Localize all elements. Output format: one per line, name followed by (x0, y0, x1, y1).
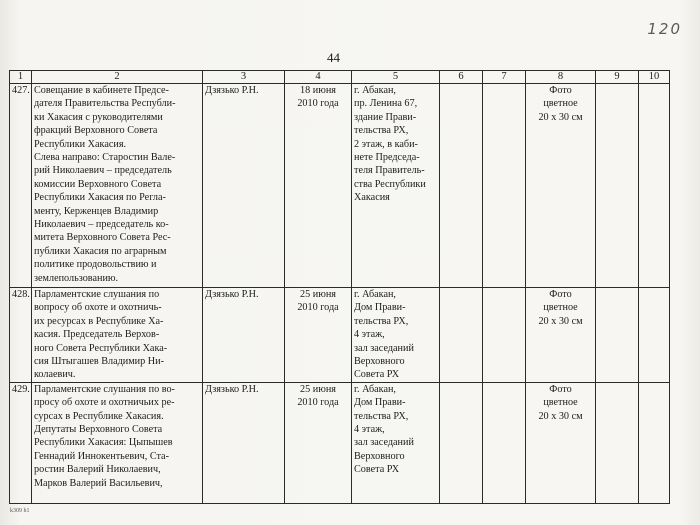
record-place (352, 84, 440, 288)
format-line: 20 х 30 см (538, 315, 583, 327)
place-line: тельства РХ, (354, 410, 409, 422)
record-place (352, 288, 440, 383)
place-line: зал заседаний (354, 437, 414, 449)
description-line: рий Николаевич – председатель (34, 165, 172, 177)
date-line: 2010 года (297, 98, 339, 110)
place-line: г. Абакан, (354, 85, 396, 96)
description-line: публики Хакасия по аграрным (34, 245, 167, 257)
description-line: Николаевич – председатель ко- (34, 219, 169, 231)
record-description (32, 84, 203, 288)
record-format (526, 382, 596, 503)
description-line: колаевич. (34, 369, 76, 381)
record-place (352, 382, 440, 503)
empty-cell (639, 382, 670, 503)
record-number: 429. (10, 382, 32, 503)
place-line: нете Председа- (354, 152, 420, 164)
empty-cell (596, 84, 639, 288)
empty-cell (639, 84, 670, 288)
column-header: 8 (526, 71, 596, 84)
date-line: 25 июня (300, 289, 336, 300)
place-line: ства Республики (354, 178, 426, 190)
column-header: 5 (352, 71, 440, 84)
table-row (10, 382, 670, 503)
description-line: Парламентские слушания по (34, 289, 160, 300)
description-line: менту, Керженцев Владимир (34, 205, 159, 217)
page-number: 44 (327, 50, 340, 65)
empty-cell (596, 382, 639, 503)
place-line: тельства РХ, (354, 315, 409, 327)
place-line: Совета РХ (354, 464, 400, 476)
format-line: 20 х 30 см (538, 111, 583, 123)
empty-cell (483, 382, 526, 503)
place-line: 4 этаж, (354, 329, 385, 341)
record-author: Дзязько Р.Н. (203, 84, 285, 288)
description-line: Марков Валерий Васильевич, (34, 477, 163, 489)
column-header: 7 (483, 71, 526, 84)
record-description (32, 382, 203, 503)
format-line: цветное (543, 302, 578, 314)
format-line: Фото (549, 383, 572, 395)
record-number: 427. (10, 84, 32, 288)
description-line: Республики Хакасия: Цыпышев (34, 437, 173, 449)
format-line: цветное (543, 98, 578, 110)
description-line: Республики Хакасия по Регла- (34, 192, 166, 204)
empty-cell (596, 288, 639, 383)
description-line: митета Верховного Совета Рес- (34, 232, 171, 244)
place-line: зал заседаний (354, 342, 414, 354)
place-line: здание Прави- (354, 111, 417, 123)
date-line: 2010 года (297, 397, 339, 409)
description-line: сурсах в Республике Хакасия. (34, 410, 164, 422)
empty-cell (440, 288, 483, 383)
empty-cell (440, 382, 483, 503)
format-line: Фото (549, 289, 572, 300)
description-line: комиссии Верховного Совета (34, 178, 162, 190)
column-header: 4 (285, 71, 352, 84)
column-header: 2 (32, 71, 203, 84)
column-number-row (10, 71, 670, 84)
place-line: Верховного (354, 356, 405, 368)
place-line: теля Правитель- (354, 165, 425, 177)
description-line: ного Совета Республики Хака- (34, 342, 168, 354)
place-line: г. Абакан, (354, 289, 396, 300)
place-line: Дом Прави- (354, 302, 406, 314)
empty-cell (639, 288, 670, 383)
date-line: 25 июня (300, 383, 336, 395)
column-header: 9 (596, 71, 639, 84)
place-line: Верховного (354, 450, 405, 462)
description-line: дателя Правительства Республи- (34, 98, 176, 110)
record-date (285, 288, 352, 383)
description-line: их ресурсах в Республике Ха- (34, 315, 164, 327)
place-line: тельства РХ, (354, 125, 409, 137)
description-line: Республики Хакасия. (34, 138, 127, 150)
place-line: 4 этаж, (354, 424, 385, 436)
place-line: г. Абакан, (354, 383, 396, 395)
table-row (10, 288, 670, 383)
date-line: 2010 года (297, 302, 339, 314)
description-line: фракций Верховного Совета (34, 125, 158, 137)
description-line: сия Штыгашев Владимир Ни- (34, 356, 164, 368)
empty-cell (440, 84, 483, 288)
empty-cell (483, 84, 526, 288)
record-format (526, 84, 596, 288)
format-line: цветное (543, 397, 578, 409)
record-author: Дзязько Р.Н. (203, 382, 285, 503)
column-header: 6 (440, 71, 483, 84)
photo-register-table (9, 70, 670, 504)
column-header: 10 (639, 71, 670, 84)
column-header: 3 (203, 71, 285, 84)
record-date (285, 84, 352, 288)
column-header: 1 (10, 71, 32, 84)
description-line: Совещание в кабинете Предсе- (34, 85, 169, 96)
description-line: ростин Валерий Николаевич, (34, 464, 161, 476)
place-line: Совета РХ (354, 369, 400, 381)
description-line: политике продовольствию и (34, 259, 157, 271)
format-line: 20 х 30 см (538, 410, 583, 422)
handwritten-sheet-number: 120 (647, 20, 682, 38)
format-line: Фото (549, 85, 572, 96)
description-line: землепользованию. (34, 272, 119, 284)
description-line: Депутаты Верховного Совета (34, 424, 163, 436)
description-line: просу об охоте и охотничьих ре- (34, 397, 175, 409)
place-line: 2 этаж, в каби- (354, 138, 418, 150)
date-line: 18 июня (300, 85, 336, 96)
record-format (526, 288, 596, 383)
description-line: вопросу об охоте и охотничь- (34, 302, 162, 314)
place-line: Хакасия (354, 192, 390, 204)
empty-cell (483, 288, 526, 383)
description-line: ки Хакасия с руководителями (34, 111, 163, 123)
record-author: Дзязько Р.Н. (203, 288, 285, 383)
record-number: 428. (10, 288, 32, 383)
place-line: пр. Ленина 67, (354, 98, 418, 110)
description-line: Слева направо: Старостин Вале- (34, 152, 176, 164)
place-line: Дом Прави- (354, 397, 406, 409)
record-date (285, 382, 352, 503)
footer-code: k309 h1 (10, 508, 30, 514)
record-description (32, 288, 203, 383)
description-line: касия. Председатель Верхов- (34, 329, 160, 341)
description-line: Парламентские слушания по во- (34, 383, 175, 395)
table-row (10, 84, 670, 288)
description-line: Геннадий Иннокентьевич, Ста- (34, 450, 169, 462)
